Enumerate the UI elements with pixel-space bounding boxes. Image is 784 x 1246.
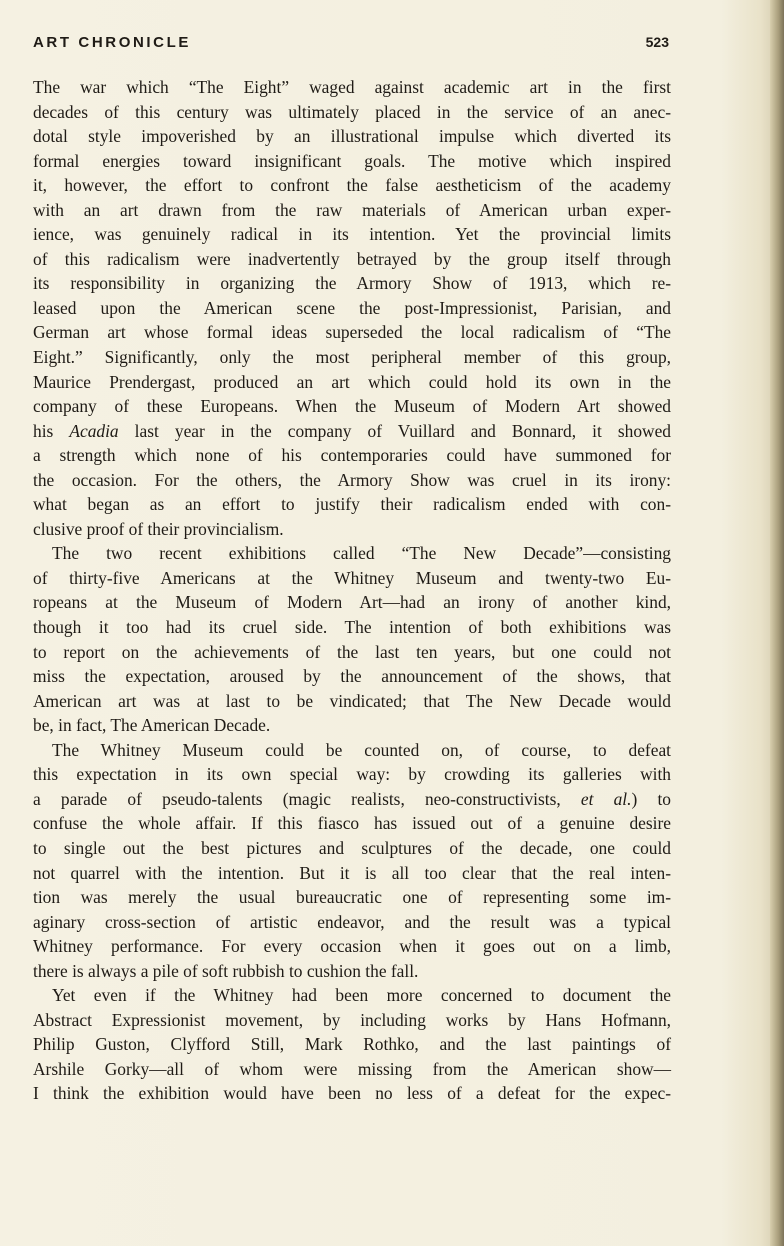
text-line: it, however, the effort to confront the false aestheticism of the academy [33, 175, 671, 196]
text-line [33, 787, 671, 812]
text-line: American art was at last to be vindicated; that The New Decade would [33, 690, 671, 711]
italic-et-al: et al. [580, 788, 632, 809]
text-line: the occasion. For the others, the Armory Show was cruel in its irony: [33, 469, 671, 490]
text-line: there is always a pile of soft rubbish to cushion the fall. [33, 960, 419, 981]
text-line: Whitney performance. For every occasion when it goes out on a limb, [33, 936, 671, 957]
text-run: a parade of pseudo-talents (magic realists, neo-constructivists, [33, 788, 581, 809]
text-line: a strength which none of his contemporaries could have summoned for [33, 445, 671, 466]
text-line: ropeans at the Museum of Modern Art—had an irony of another kind, [33, 592, 671, 613]
text-line: of thirty-five Americans at the Whitney Museum and twenty-two Eu- [33, 567, 671, 588]
text-line [33, 419, 671, 444]
body-text [33, 75, 671, 1106]
text-line: The two recent exhibitions called “The New Decade”—consisting [52, 543, 671, 564]
text-line: The Whitney Museum could be counted on, of course, to defeat [52, 739, 671, 760]
text-line: aginary cross-section of artistic endeavor, and the result was a typical [33, 911, 671, 932]
text-line: to report on the achievements of the last ten years, but one could not [33, 641, 671, 662]
text-run: ) to [631, 788, 671, 809]
page-number: 523 [645, 34, 669, 50]
page-edge [770, 0, 784, 1246]
text-run: last year in the company of Vuillard and Bonnard, it showed [118, 420, 671, 441]
text-line: its responsibility in organizing the Armory Show of 1913, which re- [33, 273, 671, 294]
text-line: tion was merely the usual bureaucratic one of representing some im- [33, 887, 671, 908]
text-line: dotal style impoverished by an illustrational impulse which diverted its [33, 126, 671, 147]
text-line: German art whose formal ideas superseded the local radicalism of “The [33, 322, 671, 343]
text-line: be, in fact, The American Decade. [33, 715, 271, 736]
text-line: Eight.” Significantly, only the most peripheral member of this group, [33, 347, 671, 368]
artwork-title-acadia: Acadia [69, 420, 119, 441]
text-line: of this radicalism were inadvertently betrayed by the group itself through [33, 248, 671, 269]
text-line: Maurice Prendergast, produced an art which could hold its own in the [33, 371, 671, 392]
text-line: not quarrel with the intention. But it is all too clear that the real inten- [33, 862, 671, 883]
text-line: Abstract Expressionist movement, by including works by Hans Hofmann, [33, 1009, 671, 1030]
running-head [33, 34, 669, 56]
text-line: miss the expectation, aroused by the announcement of the shows, that [33, 666, 671, 687]
running-head-title: ART CHRONICLE [33, 34, 191, 51]
text-line: clusive proof of their provincialism. [33, 518, 284, 539]
text-line: confuse the whole affair. If this fiasco has issued out of a genuine desire [33, 813, 671, 834]
text-line: formal energies toward insignificant goals. The motive which inspired [33, 150, 671, 171]
text-line: this expectation in its own special way: by crowding its galleries with [33, 764, 671, 785]
text-line: Philip Guston, Clyfford Still, Mark Rothko, and the last paintings of [33, 1034, 671, 1055]
text-line: I think the exhibition would have been no less of a defeat for the expec- [33, 1083, 671, 1104]
text-line: to single out the best pictures and sculptures of the decade, one could [33, 837, 671, 858]
text-run: his [33, 420, 70, 441]
text-line: Yet even if the Whitney had been more concerned to document the [52, 985, 671, 1006]
text-line: Arshile Gorky—all of whom were missing from the American show— [33, 1058, 671, 1079]
text-line: though it too had its cruel side. The intention of both exhibitions was [33, 617, 671, 638]
text-line: decades of this century was ultimately placed in the service of an anec- [33, 101, 671, 122]
text-line: ience, was genuinely radical in its intention. Yet the provincial limits [33, 224, 671, 245]
text-line: leased upon the American scene the post-Impressionist, Parisian, and [33, 297, 671, 318]
text-line: what began as an effort to justify their radicalism ended with con- [33, 494, 671, 515]
text-line: The war which “The Eight” waged against academic art in the first [33, 77, 671, 97]
text-line: company of these Europeans. When the Museum of Modern Art showed [33, 396, 671, 417]
text-line: with an art drawn from the raw materials of American urban exper- [33, 199, 671, 220]
